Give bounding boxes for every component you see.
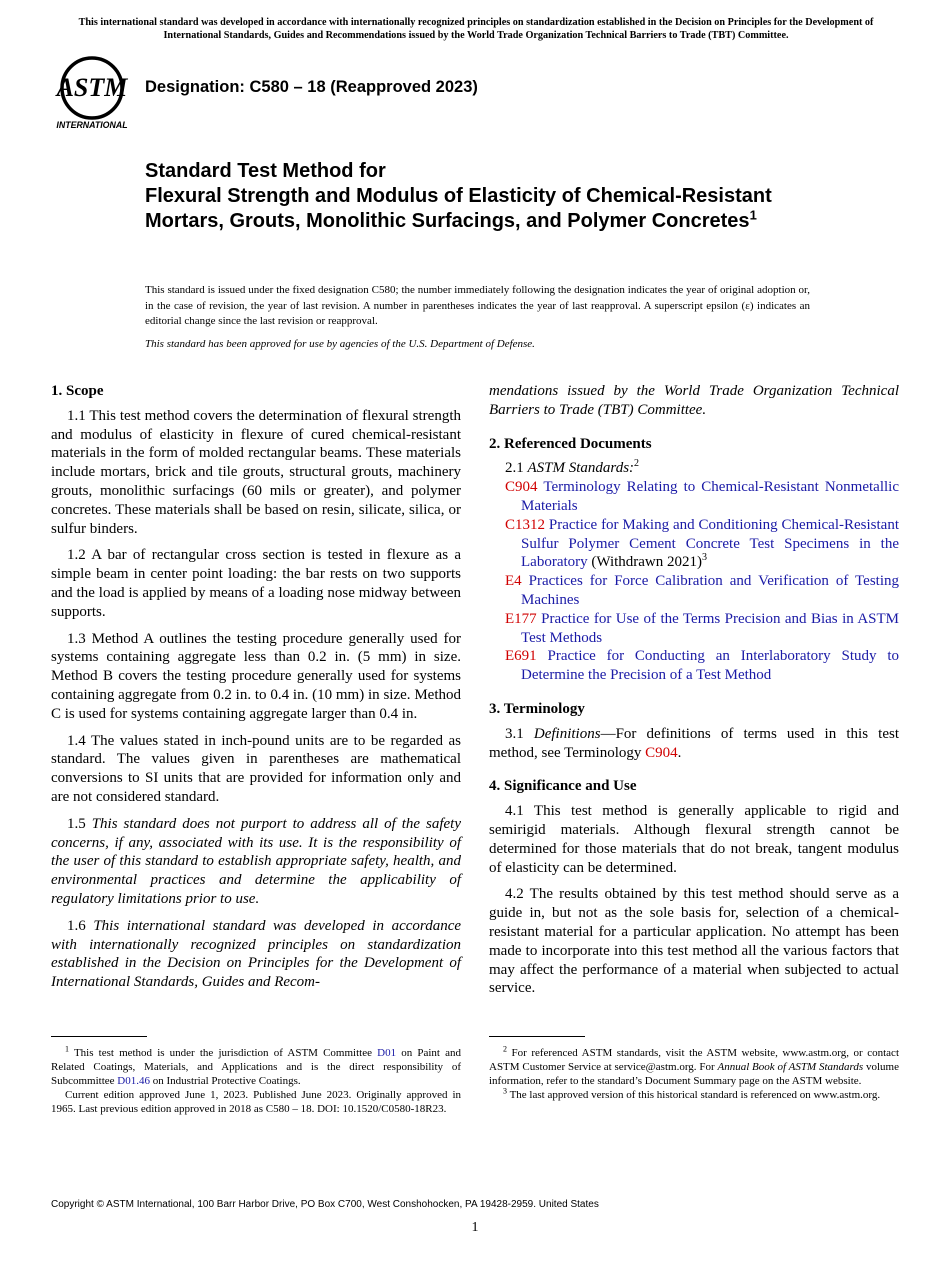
referenced-documents-list — [489, 478, 899, 685]
subcommittee-link[interactable]: D01.46 — [117, 1075, 150, 1087]
paragraph-1-2: 1.2 A bar of rectangular cross section is tested in flexure as a simple beam in center point loading: the bar rests on two supports and the load is applied by means of a loading nose midway between supports. — [51, 547, 461, 620]
reference-suffix: (Withdrawn 2021) — [587, 554, 703, 571]
section-heading-referenced-documents: 2. Referenced Documents — [489, 435, 652, 452]
title-footnote-mark: 1 — [749, 207, 757, 223]
footnote-rule-right — [489, 1036, 585, 1037]
paragraph-4-1: 4.1 This test method is generally applicable to rigid and semirigid materials. Although flexural strength cannot be determined for those materials that do not break, tangent modulus of elasticity can be determined. — [489, 803, 899, 876]
logo-wordmark: ASTM — [56, 73, 128, 102]
reference-item — [489, 516, 899, 572]
ref-link-c904[interactable]: C904 — [645, 744, 678, 761]
logo-subtext: INTERNATIONAL — [56, 120, 128, 130]
left-column — [51, 382, 461, 992]
astm-logo — [52, 56, 136, 132]
title-main: Flexural Strength and Modulus of Elasticity of Chemical-Resistant Mortars, Grouts, Monolithic Surfacings, and Polymer Concretes$^1$ — [145, 185, 772, 232]
reference-title[interactable]: Terminology Relating to Chemical-Resistant Nonmetallic Materials — [521, 479, 899, 514]
reference-code[interactable]: E4 — [505, 573, 522, 590]
right-column — [489, 382, 899, 1006]
paragraph-1-1: 1.1 This test method covers the determination of flexural strength and modulus of elasticity in flexure of cured chemical-resistant materials in the form of molded rectangular beams. These materials include mortars, brick and tile grouts, structural grouts, machinery grouts, monolithic surfacings (60 mils or greater), and polymer concretes. These materials shall be based on resin, silicate, silica, or sulfur binders. — [51, 407, 461, 537]
reference-item — [489, 647, 899, 685]
document-title — [145, 159, 825, 234]
paragraph-1-3: 1.3 Method A outlines the testing procedure generally used for systems containing aggregate less than 0.2 in. (5 mm) in size. Method B covers the testing procedure generally used for systems containing aggregate from 0.2 in. to 0.4 in. (10 mm) in size. Method C is used for systems containing aggregate larger than 0.4 in. — [51, 630, 461, 722]
reference-code[interactable]: E177 — [505, 610, 537, 627]
paragraph-1-6: 1.6 This international standard was developed in accordance with internationally recognized principles on standardization established in the Decision on Principles for the Development of International Standards, Guides and Recom- — [51, 917, 462, 991]
reference-item — [489, 478, 899, 516]
reference-item — [489, 610, 899, 648]
footnote-rule-left — [51, 1036, 147, 1037]
issuance-statement: This standard is issued under the fixed designation C580; the number immediately following the designation indicates the year of original adoption or, in the case of revision, the year of last revision. A number in parentheses indicates the year of last reapproval. A superscript epsilon (ε) indicates an editorial change since the last revision or reapproval. — [145, 284, 810, 327]
footnotes-left — [51, 1046, 461, 1116]
reference-code[interactable]: E691 — [505, 648, 537, 665]
reference-item — [489, 572, 899, 610]
reference-code[interactable]: C904 — [505, 479, 538, 496]
paragraph-4-2: 4.2 The results obtained by this test method should serve as a guide in, but not as the sole basis for, selection of a chemical-resistant material for a particular application. No attempt has been made to incorporate into this test method all the various factors that may affect the performance of a material when subjected to actual service. — [489, 886, 899, 997]
committee-link[interactable]: D01 — [377, 1047, 397, 1059]
footnote-2: $^2$ For referenced ASTM standards, visit the ASTM website, www.astm.org, or contact ASTM Customer Service at service@astm.org. For Annual Book of ASTM Standards volume information, refer to the standard’s Document Summary page on the ASTM website. — [489, 1044, 899, 1087]
footnote-3: $^3$ The last approved version of this historical standard is referenced on www.astm.org. — [503, 1086, 881, 1101]
footnote-1: $^1$ This test method is under the jurisdiction of ASTM Committee D01 on Paint and Related Coatings, Materials, and Applications and is the direct responsibility of Subcommittee D01.46 on Industrial Protective Coatings. — [51, 1044, 461, 1087]
section-heading-terminology: 3. Terminology — [489, 700, 585, 717]
astm-standards-label: 2.1 ASTM Standards:$^2$ — [505, 458, 640, 477]
paragraph-1-5: 1.5 This standard does not purport to address all of the safety concerns, if any, associated with its use. It is the responsibility of the user of this standard to establish appropriate safety, health, and environmental practices and determine the applicability of regulatory limitations prior to use. — [51, 815, 462, 907]
page-number: 1 — [471, 1220, 479, 1235]
reference-title[interactable]: Practice for Conducting an Interlaboratory Study to Determine the Precision of a Test Method — [521, 648, 899, 684]
footnotes-right — [489, 1046, 899, 1102]
paragraph-1-4: 1.4 The values stated in inch-pound units are to be regarded as standard. The values given in parentheses are mathematical conversions to SI units that are provided for information only and are not considered standard. — [51, 732, 461, 805]
footnote-edition: Current edition approved June 1, 2023. Published June 2023. Originally approved in 1965. Last previous edition approved in 2018 as C580 – 18. DOI: 10.1520/C0580-18R23. — [51, 1089, 461, 1115]
reference-title[interactable]: Practice for Making and Conditioning Chemical-Resistant Sulfur Polymer Cement Concrete Test Specimens in the Laboratory — [521, 516, 900, 571]
paragraph-1-6-continued: mendations issued by the World Trade Organization Technical Barriers to Trade (TBT) Committee. — [489, 383, 899, 418]
designation: Designation: C580 – 18 (Reapproved 2023) — [145, 78, 478, 96]
dod-approval-notice: This standard has been approved for use by agencies of the U.S. Department of Defense. — [145, 338, 535, 350]
reference-title[interactable]: Practice for Use of the Terms Precision and Bias in ASTM Test Methods — [521, 610, 900, 646]
reference-footnote-mark: 3 — [702, 552, 708, 564]
copyright-notice: Copyright © ASTM International, 100 Barr Harbor Drive, PO Box C700, West Conshohocken, PA 19428-2959. United States — [51, 1199, 599, 1210]
paragraph-3-1: 3.1 Definitions—For definitions of terms used in this test method, see Terminology C904. — [489, 725, 900, 761]
top-notice: This international standard was developed in accordance with internationally recognized principles on standardization established in the Decision on Principles for the Development of International Standards, Guides and Recommendations issued by the World Trade Organization Technical Barriers to Trade (TBT) Committee. — [78, 17, 874, 41]
reference-title[interactable]: Practices for Force Calibration and Verification of Testing Machines — [521, 573, 899, 608]
title-line1: Standard Test Method for — [145, 160, 386, 182]
reference-code[interactable]: C1312 — [505, 516, 546, 533]
section-heading-scope: 1. Scope — [51, 383, 104, 399]
section-heading-significance: 4. Significance and Use — [489, 778, 637, 795]
